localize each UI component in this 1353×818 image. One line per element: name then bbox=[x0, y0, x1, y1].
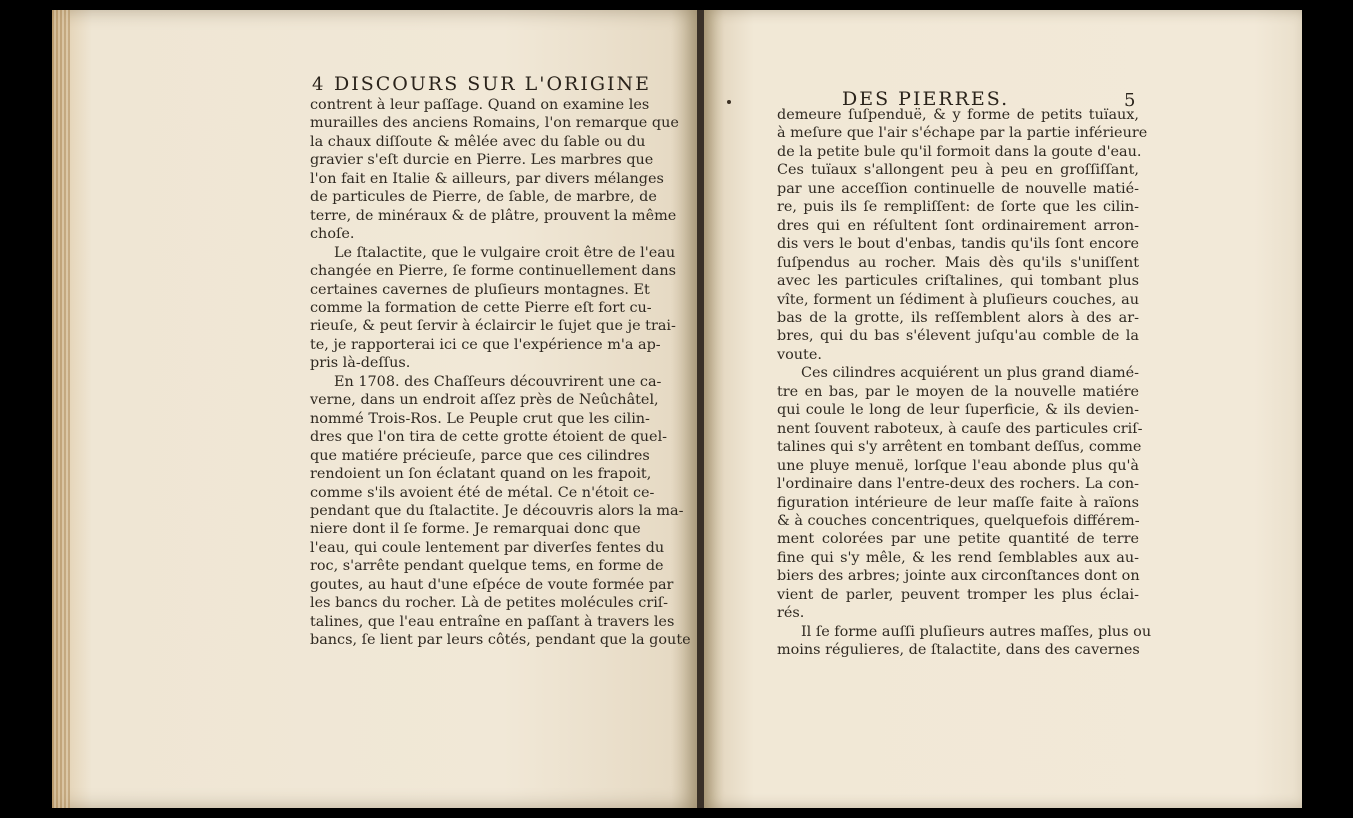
right-running-head: DES PIERRES. bbox=[842, 88, 1010, 110]
right-body-text bbox=[777, 106, 1152, 660]
right-folio: 5 bbox=[1124, 90, 1136, 111]
right-page-text-line: avec les particules criſtalines, qui tombant plus bbox=[777, 273, 1139, 290]
left-page-text-line: talines, que l'eau entraîne en paſſant à travers les bbox=[310, 613, 675, 630]
right-page-text-line: fine qui s'y mêle, & les rend ſemblables aux au- bbox=[777, 549, 1139, 566]
left-page-text-line: roc, s'arrête pendant quelque tems, en forme de bbox=[310, 558, 664, 575]
right-page-text-line: Il ſe forme auſſi pluſieurs autres maſſes, plus ou bbox=[801, 623, 1152, 640]
left-page-text-line: te, je rapporterai ici ce que l'expérience m'a ap- bbox=[310, 336, 661, 353]
left-page-text-line: terre, de minéraux & de plâtre, prouvent la même bbox=[310, 207, 677, 224]
left-page bbox=[52, 10, 697, 808]
left-page-text-line: contrent à leur paſſage. Quand on examine les bbox=[310, 97, 650, 113]
right-page-text-line: Ces tuïaux s'allongent peu à peu en groſſiſſant, bbox=[777, 162, 1139, 179]
left-page-text-line: la chaux diſſoute & mêlée avec du ſable ou du bbox=[310, 133, 646, 150]
right-page-text-line: vîte, forment un ſédiment à pluſieurs couches, au bbox=[777, 291, 1139, 308]
right-page-text-line: figuration intérieure de leur maſſe faite à raïons bbox=[777, 494, 1139, 511]
right-page-text-line: tre en bas, par le moyen de la nouvelle matiére bbox=[777, 383, 1139, 400]
left-running-head: DISCOURS SUR L'ORIGINE bbox=[334, 73, 652, 95]
right-page-text-line: rés. bbox=[777, 605, 805, 622]
left-page-text-line: pris là-deſſus. bbox=[310, 355, 411, 372]
left-folio: 4 bbox=[312, 74, 324, 95]
right-page-text-line: & à couches concentriques, quelquefois différem- bbox=[777, 512, 1140, 529]
left-page-text-line: les bancs du rocher. Là de petites molécules criſ- bbox=[310, 595, 668, 612]
right-page-text-line: ſuſpendus au rocher. Mais dès qu'ils s'uniſſent bbox=[777, 254, 1139, 271]
left-body-text bbox=[310, 96, 691, 650]
book-gutter bbox=[697, 10, 704, 808]
left-page-text-line: murailles des anciens Romains, l'on remarque que bbox=[310, 115, 679, 132]
left-page-text-line: niere dont il ſe forme. Je remarquai donc que bbox=[310, 521, 641, 538]
left-page-text-line: de particules de Pierre, de ſable, de marbre, de bbox=[310, 189, 657, 206]
left-page-text-line: goutes, au haut d'une eſpéce de voute formée par bbox=[310, 576, 674, 593]
page-edge bbox=[52, 10, 70, 808]
right-page bbox=[704, 10, 1302, 808]
left-page-text-line: dres que l'on tira de cette grotte étoient de quel- bbox=[310, 429, 668, 446]
right-page-text-line: nent ſouvent raboteux, à cauſe des particules criſ- bbox=[777, 420, 1143, 437]
right-page-text-line: demeure ſuſpenduë, & y forme de petits tuïaux, bbox=[777, 107, 1139, 123]
left-page-text-line: Le ſtalactite, que le vulgaire croit être de l'eau bbox=[334, 244, 676, 261]
left-page-text-line: rendoient un ſon éclatant quand on les frapoit, bbox=[310, 466, 652, 483]
left-page-text-line: choſe. bbox=[310, 226, 355, 243]
right-page-text-line: l'ordinaire dans l'entre-deux des rochers. La con- bbox=[777, 476, 1139, 493]
right-page-text-line: moins régulieres, de ſtalactite, dans des cavernes bbox=[777, 642, 1140, 659]
right-page-text-line: qui coule le long de leur ſuperficie, & ils devien- bbox=[777, 402, 1139, 419]
right-page-text-line: bres, qui du bas s'élevent juſqu'au comble de la bbox=[777, 328, 1139, 345]
right-page-text-line: biers des arbres; jointe aux circonſtances dont on bbox=[777, 568, 1140, 585]
left-page-text-line: nommé Trois-Ros. Le Peuple crut que les cilin- bbox=[310, 410, 650, 427]
left-page-text-line: pendant que du ſtalactite. Je découvris alors la ma- bbox=[310, 502, 684, 519]
left-page-text-line: l'eau, qui coule lentement par diverſes fentes du bbox=[310, 539, 665, 556]
right-page-text-line: bas de la grotte, ils reſſemblent alors à des ar- bbox=[777, 309, 1139, 326]
right-page-text-line: voute. bbox=[777, 346, 822, 363]
left-page-text-line: bancs, ſe lient par leurs côtés, pendant que la goute bbox=[310, 632, 691, 649]
ink-speck bbox=[727, 100, 731, 104]
left-page-text-line: gravier s'eſt durcie en Pierre. Les marbres que bbox=[310, 152, 654, 169]
left-page-text-line: rieuſe, & peut ſervir à éclaircir le ſujet que je trai- bbox=[310, 318, 676, 335]
left-page-text-line: comme la formation de cette Pierre eſt fort cu- bbox=[310, 299, 652, 316]
right-page-text-line: vient de parler, peuvent tromper les plus éclai- bbox=[777, 586, 1139, 603]
right-page-text-line: de la petite bule qu'il formoit dans la goute d'eau. bbox=[777, 143, 1142, 160]
right-page-text-line: à meſure que l'air s'échape par la partie inférieure bbox=[777, 125, 1148, 142]
left-page-text-line: certaines cavernes de pluſieurs montagnes. Et bbox=[310, 281, 650, 298]
left-page-text-line: changée en Pierre, ſe forme continuellement dans bbox=[310, 263, 676, 280]
left-page-text-line: que matiére précieuſe, parce que ces cilindres bbox=[310, 447, 650, 464]
left-page-text-line: l'on fait en Italie & ailleurs, par divers mélanges bbox=[310, 170, 664, 187]
right-page-text-line: dres qui en réſultent ſont ordinairement arron- bbox=[777, 217, 1139, 234]
right-page-text-line: dis vers le bout d'enbas, tandis qu'ils ſont encore bbox=[777, 236, 1139, 253]
right-page-text-line: Ces cilindres acquiérent un plus grand diamé- bbox=[801, 365, 1139, 382]
left-page-text-line: verne, dans un endroit aſſez près de Neûchâtel, bbox=[310, 392, 659, 409]
left-page-text-line: En 1708. des Chaſſeurs découvrirent une ca- bbox=[334, 373, 662, 390]
right-page-text-line: par une acceſſion continuelle de nouvelle matié- bbox=[777, 180, 1139, 197]
open-book bbox=[52, 10, 1302, 808]
right-page-text-line: re, puis ils ſe rempliſſent: de ſorte que les cilin- bbox=[777, 199, 1139, 216]
left-page-text-line: comme s'ils avoient été de métal. Ce n'étoit ce- bbox=[310, 484, 655, 501]
right-page-text-line: talines qui s'y arrêtent en tombant deſſus, comme bbox=[777, 439, 1142, 456]
right-page-text-line: une pluye menuë, lorſque l'eau abonde plus qu'à bbox=[777, 457, 1139, 474]
right-page-text-line: ment colorées par une petite quantité de terre bbox=[777, 531, 1139, 548]
